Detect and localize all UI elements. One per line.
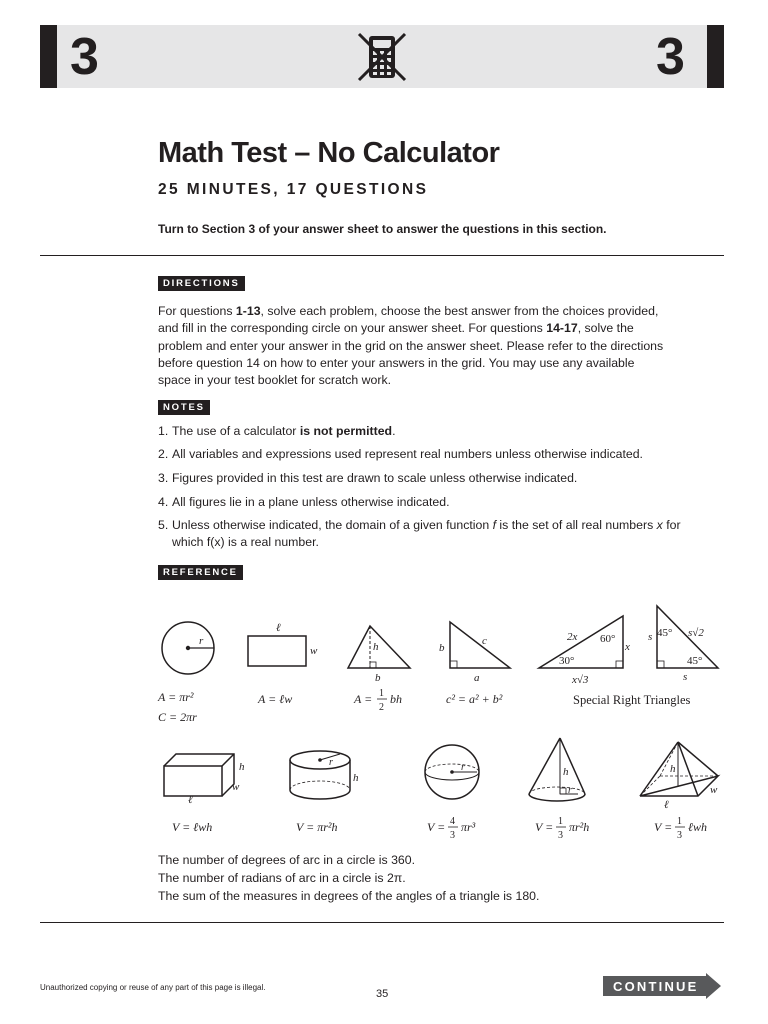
sph-den: 3 xyxy=(450,830,455,841)
reference-label: REFERENCE xyxy=(158,565,243,580)
triangle-45-45-90 xyxy=(648,606,718,683)
srt-s-bottom-label: s xyxy=(683,671,688,683)
section-number-left: 3 xyxy=(70,28,99,86)
pyr-vol-a: V = xyxy=(654,820,673,834)
srt-sroot2-label: s√2 xyxy=(688,627,704,639)
reference-figures xyxy=(150,600,730,850)
header-bar-right xyxy=(707,25,724,88)
box-figure xyxy=(164,754,245,834)
continue-button[interactable] xyxy=(603,973,721,999)
triangle-30-60-90 xyxy=(539,616,630,686)
srt-60-label: 60° xyxy=(600,633,616,645)
right-triangle-figure xyxy=(439,622,510,706)
page-subtitle: 25 MINUTES, 17 QUESTIONS xyxy=(158,181,429,198)
rect-l-label: ℓ xyxy=(276,622,281,634)
fact-item: The number of degrees of arc in a circle is 360. xyxy=(158,853,415,867)
srt-30-label: 30° xyxy=(559,655,575,667)
cone-figure xyxy=(529,738,589,841)
box-volume-formula: V = ℓwh xyxy=(172,820,213,834)
pyr-w-label: w xyxy=(710,784,718,796)
circle-circumference-formula: C = 2πr xyxy=(158,710,197,724)
cone-r-label: r xyxy=(568,785,572,796)
section-instruction: Turn to Section 3 of your answer sheet to answer the questions in this section. xyxy=(158,222,607,236)
page-title: Math Test – No Calculator xyxy=(158,137,500,169)
rect-area-formula: A = ℓw xyxy=(258,692,293,706)
srt-45-top-label: 45° xyxy=(657,627,673,639)
fact-item: The number of radians of arc in a circle is 2π. xyxy=(158,871,406,885)
cone-h-label: h xyxy=(563,766,569,778)
srt-s-left-label: s xyxy=(648,631,653,643)
tri-area-a: A = xyxy=(354,692,373,706)
pyr-den: 3 xyxy=(677,830,682,841)
sphere-figure xyxy=(425,745,479,841)
pyth-b-label: b xyxy=(439,642,445,654)
srt-45-bottom-label: 45° xyxy=(687,655,703,667)
srt-2x-label: 2x xyxy=(567,631,578,643)
pyth-a-label: a xyxy=(474,672,480,684)
section-number-right: 3 xyxy=(656,28,685,86)
cone-num: 1 xyxy=(558,816,563,827)
divider-top xyxy=(40,255,724,256)
fact-item: The sum of the measures in degrees of the angles of a triangle is 180. xyxy=(158,889,540,903)
pyr-vol-b: ℓwh xyxy=(688,820,708,834)
pyth-formula: c² = a² + b² xyxy=(446,692,503,706)
note-item: 3. Figures provided in this test are drawn to scale unless otherwise indicated. xyxy=(158,471,578,485)
cyl-h-label: h xyxy=(353,772,359,784)
copyright-notice: Unauthorized copying or reuse of any part of this page is illegal. xyxy=(40,983,266,992)
rectangle-figure xyxy=(248,622,318,706)
circle-figure xyxy=(157,622,214,724)
cylinder-volume-formula: V = πr²h xyxy=(296,820,338,834)
sph-vol-a: V = xyxy=(427,820,446,834)
tri-area-den: 2 xyxy=(379,702,384,713)
cone-vol-a: V = xyxy=(535,820,554,834)
cyl-r-label: r xyxy=(329,757,333,768)
circle-area-formula: A = πr² xyxy=(158,690,194,704)
box-h-label: h xyxy=(239,761,245,773)
tri-h-label: h xyxy=(373,641,379,653)
cylinder-figure xyxy=(290,751,359,834)
tri-area-num: 1 xyxy=(379,688,384,699)
circle-r-label: r xyxy=(199,635,204,647)
sph-r-label: r xyxy=(461,762,465,773)
note-item: 2. All variables and expressions used represent real numbers unless otherwise indicated. xyxy=(158,447,643,461)
divider-bottom xyxy=(40,922,724,923)
directions-text: For questions 1-13, solve each problem, choose the best answer from the choices provided, and fill in the corresponding circle on your answer sheet. For questions 14-17, solve the problem and enter your answer in the grid on the answer sheet. Please refer to the directions before question 14 on how to enter your answers in the grid. You may use any available space in your test booklet for scratch work. xyxy=(158,304,664,388)
header-bar-left xyxy=(40,25,57,88)
notes-label: NOTES xyxy=(158,400,210,415)
srt-xroot3-label: x√3 xyxy=(572,674,589,686)
note-item: 1. The use of a calculator is not permitted. xyxy=(158,424,396,438)
directions-label: DIRECTIONS xyxy=(158,276,245,291)
sph-vol-b: πr³ xyxy=(461,820,476,834)
note-item: 4. All figures lie in a plane unless otherwise indicated. xyxy=(158,495,450,509)
pyr-h-label: h xyxy=(670,763,676,775)
triangle-figure xyxy=(348,626,410,713)
box-l-label: ℓ xyxy=(188,794,193,806)
special-right-triangles-caption: Special Right Triangles xyxy=(573,693,691,707)
cone-vol-b: πr²h xyxy=(569,820,590,834)
pyr-l-label: ℓ xyxy=(664,799,669,811)
tri-b-label: b xyxy=(375,672,381,684)
tri-area-b: bh xyxy=(390,692,402,706)
pyr-num: 1 xyxy=(677,816,682,827)
rect-w-label: w xyxy=(310,645,318,657)
cone-den: 3 xyxy=(558,830,563,841)
pyth-c-label: c xyxy=(482,635,487,647)
no-calculator-icon xyxy=(355,30,409,84)
note-item: 5. Unless otherwise indicated, the domain of a given function f is the set of all real numbers x for which f(x) is a real number. xyxy=(158,518,681,550)
box-w-label: w xyxy=(232,781,240,793)
sph-num: 4 xyxy=(450,816,455,827)
pyramid-figure xyxy=(640,742,718,841)
page-number: 35 xyxy=(376,988,389,1000)
srt-x-label: x xyxy=(625,641,630,653)
continue-label: CONTINUE xyxy=(613,979,699,994)
